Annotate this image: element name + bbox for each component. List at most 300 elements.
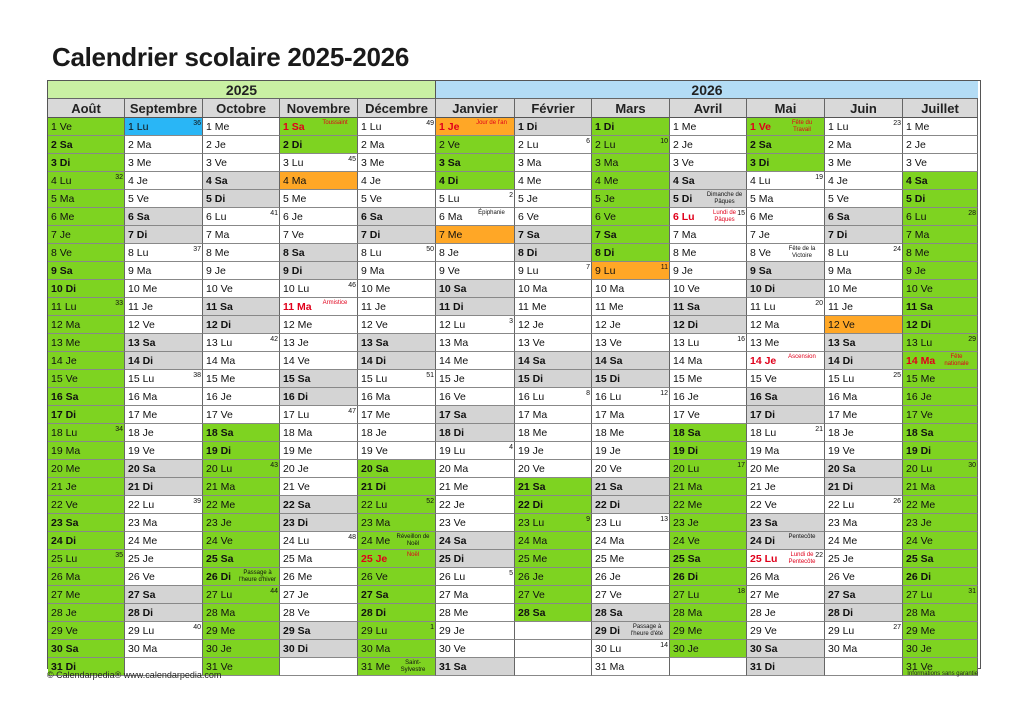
day-label: 4 Sa xyxy=(673,175,695,187)
day-cell xyxy=(48,172,125,190)
day-label: 25 Lu xyxy=(51,553,78,565)
day-cell xyxy=(747,478,825,496)
day-cell xyxy=(436,442,515,460)
day-cell xyxy=(903,172,978,190)
day-label: 23 Je xyxy=(206,517,232,529)
day-cell xyxy=(747,496,825,514)
day-label: 29 Ve xyxy=(51,625,78,637)
month-header-12: Juillet xyxy=(903,99,978,118)
day-label: 8 Di xyxy=(595,247,615,259)
day-cell xyxy=(48,640,125,658)
day-label: 30 Ve xyxy=(439,643,466,655)
day-cell xyxy=(670,496,747,514)
day-cell xyxy=(48,352,125,370)
week-number: 47 xyxy=(348,408,356,415)
day-cell xyxy=(747,280,825,298)
week-number: 30 xyxy=(968,462,976,469)
day-label: 5 Ve xyxy=(128,193,150,205)
day-label: 17 Ve xyxy=(906,409,933,421)
day-cell xyxy=(747,190,825,208)
week-number: 2 xyxy=(509,192,513,199)
day-cell xyxy=(125,118,203,136)
day-label: 1 Ve xyxy=(750,121,772,133)
day-label: 18 Ma xyxy=(283,427,313,439)
day-cell xyxy=(515,280,592,298)
footer-disclaimer: Informations sans garantie xyxy=(907,671,978,677)
day-label: 19 Je xyxy=(518,445,544,457)
day-label: 7 Di xyxy=(361,229,381,241)
day-cell xyxy=(747,406,825,424)
day-label: 4 Sa xyxy=(906,175,928,187)
day-cell xyxy=(670,586,747,604)
week-number: 18 xyxy=(737,588,745,595)
day-cell xyxy=(436,532,515,550)
day-label: 29 Me xyxy=(906,625,936,637)
day-label: 21 Je xyxy=(51,481,77,493)
week-number: 49 xyxy=(426,120,434,127)
day-label: 9 Je xyxy=(206,265,226,277)
day-cell xyxy=(903,478,978,496)
day-label: 21 Sa xyxy=(518,481,546,493)
day-cell xyxy=(670,370,747,388)
day-label: 17 Ve xyxy=(673,409,700,421)
day-label: 18 Je xyxy=(361,427,387,439)
day-label: 28 Sa xyxy=(518,607,546,619)
day-cell xyxy=(280,136,358,154)
day-cell xyxy=(515,586,592,604)
day-cell xyxy=(358,172,436,190)
day-cell xyxy=(825,316,903,334)
day-cell xyxy=(358,316,436,334)
day-cell xyxy=(358,208,436,226)
page-title: Calendrier scolaire 2025-2026 xyxy=(52,42,409,72)
day-label: 22 Je xyxy=(439,499,465,511)
week-number: 8 xyxy=(586,390,590,397)
day-cell xyxy=(903,442,978,460)
day-cell xyxy=(203,640,280,658)
day-cell xyxy=(747,316,825,334)
day-label: 27 Sa xyxy=(128,589,156,601)
footer-copyright: © Calendarpedia® www.calendarpedia.com xyxy=(47,670,222,680)
day-cell xyxy=(747,352,825,370)
day-label: 20 Lu xyxy=(206,463,233,475)
day-cell xyxy=(203,622,280,640)
day-cell xyxy=(670,298,747,316)
week-number: 41 xyxy=(270,210,278,217)
day-label: 15 Di xyxy=(518,373,544,385)
day-label: 4 Je xyxy=(361,175,381,187)
day-label: 17 Di xyxy=(750,409,776,421)
day-cell xyxy=(747,370,825,388)
day-cell xyxy=(125,496,203,514)
day-cell xyxy=(48,460,125,478)
day-label: 9 Di xyxy=(283,265,303,277)
week-number: 4 xyxy=(509,444,513,451)
day-cell xyxy=(280,154,358,172)
day-cell xyxy=(280,208,358,226)
day-label: 23 Lu xyxy=(518,517,545,529)
day-cell xyxy=(436,154,515,172)
day-cell xyxy=(358,586,436,604)
day-cell xyxy=(592,658,670,676)
day-cell xyxy=(592,406,670,424)
day-cell xyxy=(592,190,670,208)
day-cell xyxy=(280,604,358,622)
day-cell xyxy=(515,262,592,280)
day-cell xyxy=(358,640,436,658)
day-label: 6 Me xyxy=(51,211,75,223)
day-cell xyxy=(48,190,125,208)
day-label: 1 Je xyxy=(439,121,460,133)
day-cell xyxy=(358,406,436,424)
day-label: 16 Di xyxy=(283,391,309,403)
day-label: 20 Ve xyxy=(518,463,545,475)
day-cell xyxy=(825,532,903,550)
day-cell xyxy=(436,136,515,154)
day-label: 10 Me xyxy=(828,283,858,295)
day-cell xyxy=(592,586,670,604)
day-label: 31 Di xyxy=(750,661,776,673)
day-label: 7 Je xyxy=(750,229,770,241)
day-label: 31 Di xyxy=(51,661,77,673)
day-cell xyxy=(280,622,358,640)
week-number: 3 xyxy=(509,318,513,325)
month-header-2: Septembre xyxy=(125,99,203,118)
day-cell xyxy=(825,370,903,388)
week-number: 22 xyxy=(815,552,823,559)
week-number: 31 xyxy=(968,588,976,595)
day-label: 2 Ma xyxy=(828,139,852,151)
day-cell xyxy=(515,442,592,460)
day-cell xyxy=(436,460,515,478)
day-label: 14 Me xyxy=(439,355,469,367)
day-label: 24 Di xyxy=(750,535,776,547)
day-cell xyxy=(358,442,436,460)
day-label: 12 Ve xyxy=(361,319,388,331)
day-cell xyxy=(515,136,592,154)
day-label: 13 Sa xyxy=(828,337,856,349)
day-cell xyxy=(358,262,436,280)
day-cell xyxy=(825,244,903,262)
week-number: 23 xyxy=(893,120,901,127)
day-label: 27 Sa xyxy=(828,589,856,601)
day-label: 30 Sa xyxy=(51,643,79,655)
day-label: 28 Ma xyxy=(906,607,936,619)
day-label: 22 Ve xyxy=(51,499,78,511)
day-cell xyxy=(592,262,670,280)
day-label: 3 Me xyxy=(828,157,852,169)
day-cell xyxy=(825,550,903,568)
day-label: 11 Di xyxy=(439,301,464,313)
day-cell xyxy=(747,226,825,244)
day-label: 12 Je xyxy=(595,319,621,331)
day-cell xyxy=(280,478,358,496)
day-cell xyxy=(825,136,903,154)
day-label: 1 Di xyxy=(518,121,538,133)
day-cell xyxy=(436,568,515,586)
day-cell xyxy=(825,280,903,298)
day-cell xyxy=(125,442,203,460)
day-label: 2 Je xyxy=(673,139,693,151)
day-cell xyxy=(358,478,436,496)
day-cell xyxy=(592,532,670,550)
day-cell xyxy=(436,262,515,280)
day-cell xyxy=(670,478,747,496)
day-cell xyxy=(48,424,125,442)
day-label: 12 Ve xyxy=(828,319,855,331)
day-cell xyxy=(358,514,436,532)
day-label: 10 Ma xyxy=(518,283,548,295)
day-cell xyxy=(280,298,358,316)
week-number: 13 xyxy=(660,516,668,523)
day-cell xyxy=(747,550,825,568)
day-label: 2 Lu xyxy=(595,139,616,151)
day-cell xyxy=(358,352,436,370)
day-label: 9 Lu xyxy=(518,265,539,277)
day-label: 10 Ve xyxy=(673,283,700,295)
day-cell xyxy=(903,190,978,208)
week-number: 7 xyxy=(586,264,590,271)
day-cell xyxy=(203,154,280,172)
day-cell xyxy=(592,226,670,244)
day-label: 20 Lu xyxy=(673,463,700,475)
day-cell xyxy=(358,496,436,514)
day-cell xyxy=(48,298,125,316)
day-cell xyxy=(825,622,903,640)
day-label: 9 Sa xyxy=(750,265,772,277)
day-label: 2 Lu xyxy=(518,139,539,151)
day-cell xyxy=(436,550,515,568)
day-cell xyxy=(670,136,747,154)
day-label: 6 Ma xyxy=(439,211,463,223)
day-label: 22 Me xyxy=(206,499,236,511)
day-label: 20 Lu xyxy=(906,463,933,475)
day-cell xyxy=(436,172,515,190)
day-label: 28 Ma xyxy=(206,607,236,619)
day-label: 10 Me xyxy=(361,283,391,295)
day-label: 7 Di xyxy=(128,229,148,241)
day-label: 7 Me xyxy=(439,229,463,241)
day-label: 5 Me xyxy=(283,193,307,205)
day-cell xyxy=(48,118,125,136)
day-cell xyxy=(48,154,125,172)
day-label: 19 Ma xyxy=(51,445,81,457)
day-label: 23 Je xyxy=(673,517,699,529)
day-label: 24 Ma xyxy=(595,535,625,547)
day-label: 11 Me xyxy=(518,301,547,313)
holiday-note: Fête de la Victoire xyxy=(788,246,816,259)
day-label: 31 Sa xyxy=(439,661,467,673)
day-cell xyxy=(125,334,203,352)
day-label: 22 Me xyxy=(906,499,936,511)
day-cell xyxy=(48,586,125,604)
day-label: 27 Ve xyxy=(518,589,545,601)
day-cell xyxy=(280,352,358,370)
day-label: 10 Sa xyxy=(439,283,467,295)
day-label: 29 Je xyxy=(439,625,465,637)
day-cell xyxy=(515,532,592,550)
day-label: 10 Ve xyxy=(906,283,933,295)
day-cell xyxy=(436,388,515,406)
day-label: 18 Sa xyxy=(673,427,701,439)
day-cell xyxy=(358,532,436,550)
day-label: 15 Di xyxy=(595,373,621,385)
day-label: 29 Me xyxy=(206,625,236,637)
day-cell xyxy=(203,298,280,316)
day-cell xyxy=(903,406,978,424)
day-cell xyxy=(358,298,436,316)
day-cell xyxy=(592,244,670,262)
day-label: 14 Di xyxy=(828,355,854,367)
day-label: 20 Ve xyxy=(595,463,622,475)
day-label: 7 Di xyxy=(828,229,848,241)
day-label: 14 Ma xyxy=(673,355,703,367)
day-cell xyxy=(203,586,280,604)
day-label: 21 Ma xyxy=(673,481,703,493)
day-label: 17 Me xyxy=(361,409,391,421)
day-label: 5 Lu xyxy=(439,193,460,205)
day-label: 24 Me xyxy=(128,535,158,547)
day-cell xyxy=(592,352,670,370)
week-number: 21 xyxy=(815,426,823,433)
day-cell xyxy=(125,154,203,172)
day-cell xyxy=(48,136,125,154)
day-label: 31 Ve xyxy=(906,661,933,673)
day-label: 8 Lu xyxy=(828,247,849,259)
holiday-note: Armistice xyxy=(322,300,348,306)
day-label: 29 Sa xyxy=(283,625,311,637)
day-label: 13 Sa xyxy=(361,337,389,349)
day-label: 25 Lu xyxy=(750,553,778,565)
day-cell xyxy=(592,316,670,334)
day-cell xyxy=(670,352,747,370)
day-label: 21 Ma xyxy=(206,481,236,493)
day-label: 10 Di xyxy=(750,283,776,295)
day-label: 25 Je xyxy=(128,553,154,565)
day-cell xyxy=(125,532,203,550)
day-cell xyxy=(436,226,515,244)
day-label: 16 Je xyxy=(906,391,932,403)
day-cell xyxy=(592,136,670,154)
day-cell xyxy=(747,172,825,190)
day-label: 13 Me xyxy=(750,337,780,349)
day-label: 12 Ma xyxy=(750,319,780,331)
day-label: 17 Ma xyxy=(595,409,625,421)
day-label: 8 Me xyxy=(206,247,230,259)
day-cell xyxy=(670,622,747,640)
day-cell xyxy=(903,352,978,370)
day-cell xyxy=(515,190,592,208)
day-label: 20 Sa xyxy=(361,463,389,475)
day-label: 21 Di xyxy=(828,481,854,493)
day-label: 17 Lu xyxy=(283,409,310,421)
day-label: 30 Je xyxy=(206,643,232,655)
day-cell xyxy=(825,190,903,208)
day-cell xyxy=(203,226,280,244)
day-label: 1 Sa xyxy=(283,121,305,133)
day-cell xyxy=(903,496,978,514)
day-cell xyxy=(670,406,747,424)
week-number: 51 xyxy=(426,372,434,379)
week-number: 16 xyxy=(737,336,745,343)
week-number: 39 xyxy=(193,498,201,505)
week-number: 9 xyxy=(586,516,590,523)
day-cell xyxy=(515,406,592,424)
day-cell xyxy=(825,604,903,622)
day-label: 23 Sa xyxy=(51,517,79,529)
day-cell xyxy=(515,316,592,334)
day-label: 9 Ma xyxy=(128,265,152,277)
day-cell xyxy=(203,496,280,514)
day-label: 18 Sa xyxy=(206,427,234,439)
day-cell xyxy=(825,298,903,316)
week-number: 19 xyxy=(815,174,823,181)
day-label: 15 Ve xyxy=(750,373,777,385)
day-label: 24 Ve xyxy=(906,535,933,547)
day-label: 17 Sa xyxy=(439,409,467,421)
day-label: 5 Ma xyxy=(51,193,75,205)
day-label: 6 Sa xyxy=(361,211,383,223)
day-cell xyxy=(203,172,280,190)
day-label: 30 Ma xyxy=(828,643,858,655)
holiday-note: Noël xyxy=(406,552,420,558)
day-label: 26 Ma xyxy=(750,571,780,583)
day-label: 30 Lu xyxy=(595,643,622,655)
day-cell xyxy=(203,334,280,352)
day-cell xyxy=(358,604,436,622)
day-label: 2 Je xyxy=(206,139,226,151)
empty-cell xyxy=(825,658,903,676)
day-cell xyxy=(825,568,903,586)
day-cell xyxy=(903,424,978,442)
day-label: 3 Me xyxy=(128,157,152,169)
day-cell xyxy=(747,658,825,676)
day-cell xyxy=(203,460,280,478)
day-cell xyxy=(280,226,358,244)
day-cell xyxy=(592,604,670,622)
day-label: 29 Di xyxy=(595,625,621,637)
day-label: 13 Ve xyxy=(518,337,545,349)
day-label: 27 Me xyxy=(51,589,81,601)
day-cell xyxy=(747,136,825,154)
day-cell xyxy=(670,388,747,406)
day-cell xyxy=(125,262,203,280)
day-label: 8 Di xyxy=(518,247,538,259)
day-cell xyxy=(48,442,125,460)
day-cell xyxy=(515,478,592,496)
day-label: 1 Lu xyxy=(128,121,149,133)
day-label: 4 Lu xyxy=(750,175,771,187)
day-cell xyxy=(903,244,978,262)
day-cell xyxy=(747,208,825,226)
day-cell xyxy=(515,226,592,244)
day-cell xyxy=(48,568,125,586)
week-number: 24 xyxy=(893,246,901,253)
day-cell xyxy=(515,298,592,316)
day-label: 30 Sa xyxy=(750,643,778,655)
day-label: 13 Je xyxy=(283,337,309,349)
day-cell xyxy=(48,388,125,406)
day-cell xyxy=(670,316,747,334)
day-cell xyxy=(903,316,978,334)
day-label: 16 Ma xyxy=(361,391,391,403)
day-label: 20 Me xyxy=(750,463,780,475)
day-cell xyxy=(747,244,825,262)
empty-cell xyxy=(515,622,592,640)
day-label: 27 Me xyxy=(750,589,780,601)
day-label: 3 Di xyxy=(51,157,71,169)
day-cell xyxy=(203,406,280,424)
